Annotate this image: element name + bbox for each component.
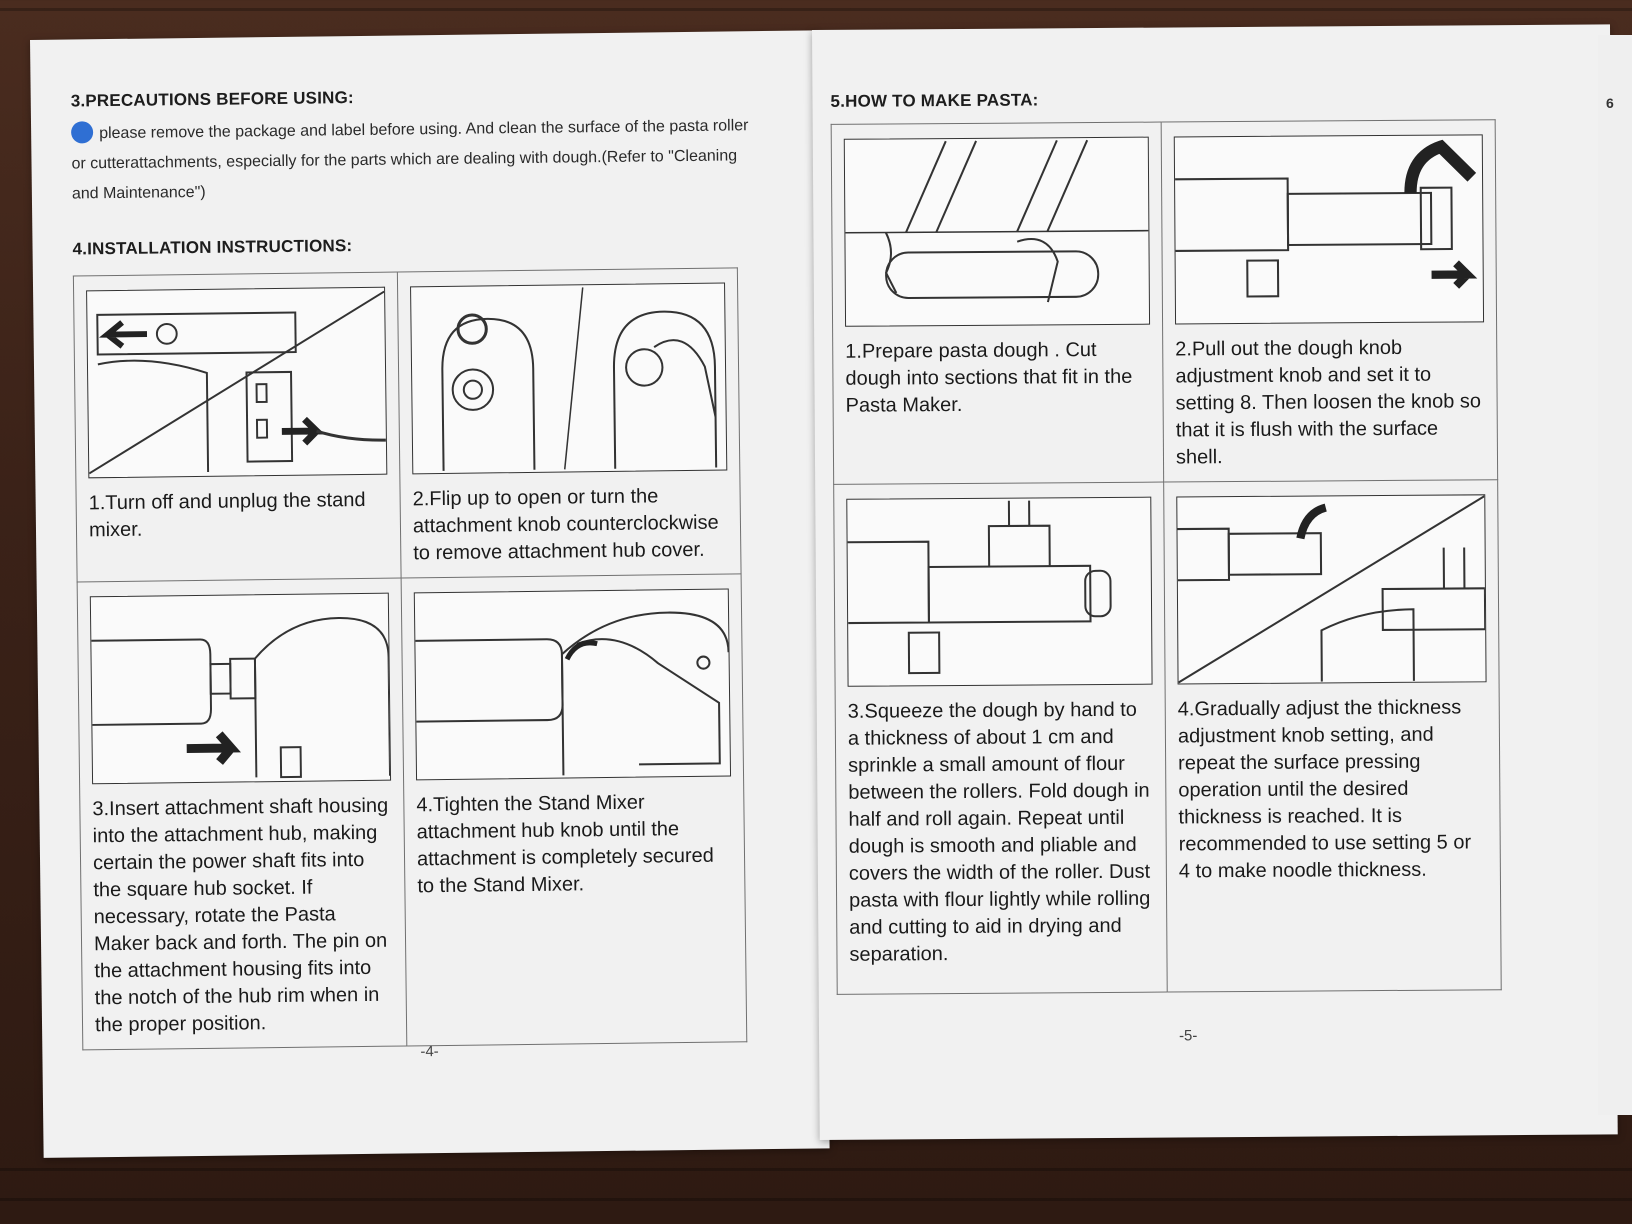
unplug-mixer-illustration xyxy=(86,287,387,479)
install-step-cell-1 xyxy=(73,272,401,582)
pasta-step-cell-4 xyxy=(1164,480,1502,992)
adjust-thickness-illustration xyxy=(1176,494,1486,684)
install-step-2-text: 2.Flip up to open or turn the attachment knob counterclockwise to remove attachment hub cover. xyxy=(412,485,719,565)
install-step-cell-2 xyxy=(397,268,741,578)
insert-shaft-illustration xyxy=(90,593,391,785)
pasta-step-2-text: 2.Pull out the dough knob adjustment knob and set it to setting 8. Then loosen the knob so that it is flush with the surface shell. xyxy=(1175,336,1482,469)
installation-heading: 4.INSTALLATION INSTRUCTIONS: xyxy=(72,236,353,259)
prepare-dough-illustration xyxy=(844,137,1150,327)
adjust-knob-illustration xyxy=(1174,134,1484,324)
precautions-heading: 3.PRECAUTIONS BEFORE USING: xyxy=(70,88,354,111)
squeeze-dough-drawing xyxy=(847,498,1151,686)
install-step-1-text: 1.Turn off and unplug the stand mixer. xyxy=(88,488,366,542)
page-number-4: -4- xyxy=(420,1043,439,1061)
squeeze-dough-illustration xyxy=(846,497,1152,687)
pasta-steps-table xyxy=(831,119,1502,995)
page-number-5: -5- xyxy=(1178,1027,1198,1045)
adjust-thickness-drawing xyxy=(1177,495,1485,683)
pasta-step-3-text: 3.Squeeze the dough by hand to a thickness of about 1 cm and sprinkle a small amount of flour between the rollers. Fold dough in half and roll again. Repeat until dough is smooth and pliable and covers the width of the roller. Dust pasta with flour lightly while rolling and cutting to aid in drying and separation. xyxy=(847,698,1151,966)
installation-steps-table xyxy=(73,267,747,1050)
pasta-step-cell-2 xyxy=(1161,120,1498,482)
next-page-number-fragment: 6 xyxy=(1606,95,1614,111)
remove-hub-cover-illustration xyxy=(410,283,727,475)
left-page xyxy=(30,30,830,1158)
pasta-step-1-text: 1.Prepare pasta dough . Cut dough into sections that fit in the Pasta Maker. xyxy=(845,339,1133,417)
tighten-knob-illustration xyxy=(414,589,731,781)
pasta-step-4-text: 4.Gradually adjust the thickness adjustment knob setting, and repeat the surface pressing operation until the desired thickness is reached. It is recommended to use setting 5 or 4 to make noodle thickness. xyxy=(1177,696,1472,883)
install-step-3-text: 3.Insert attachment shaft housing into the attachment hub, making certain the power shaft fits into the square hub socket. If necessary, rotate the Pasta Maker back and forth. The pin on the attachment housing fits into the notch of the hub rim when in the proper position. xyxy=(92,794,389,1037)
install-step-cell-3 xyxy=(77,578,407,1050)
next-page-edge xyxy=(1598,35,1632,1115)
precautions-paragraph xyxy=(71,111,752,209)
adjust-knob-drawing xyxy=(1175,135,1483,323)
install-step-4-text: 4.Tighten the Stand Mixer attachment hub knob until the attachment is completely secured to the Stand Mixer. xyxy=(416,791,714,898)
pasta-step-cell-1 xyxy=(831,122,1164,484)
info-bullet-icon xyxy=(71,121,93,143)
how-to-make-pasta-heading: 5.HOW TO MAKE PASTA: xyxy=(830,90,1039,111)
pasta-step-cell-3 xyxy=(834,482,1168,994)
unplug-mixer-drawing xyxy=(87,288,386,478)
remove-hub-cover-drawing xyxy=(411,284,726,474)
right-page xyxy=(812,24,1618,1140)
precautions-text: please remove the package and label before using. And clean the surface of the pasta roller or cutterattachments, especially for the parts which are dealing with dough.(Refer to "Cleaning and Maintenance") xyxy=(71,117,749,203)
install-step-cell-4 xyxy=(401,574,747,1046)
tighten-knob-drawing xyxy=(415,590,730,780)
prepare-dough-drawing xyxy=(845,138,1149,326)
insert-shaft-drawing xyxy=(91,594,390,784)
